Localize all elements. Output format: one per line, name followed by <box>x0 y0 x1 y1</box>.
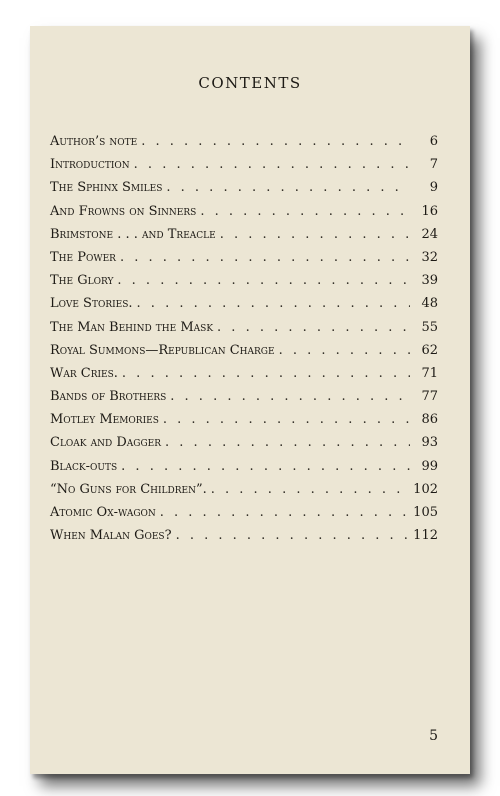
toc-entry-title: Cloak and Dagger <box>50 435 162 451</box>
toc-entry-title: The Man Behind the Mask <box>50 319 214 335</box>
dot-leader <box>163 412 410 427</box>
page-title: CONTENTS <box>198 74 302 92</box>
toc-entry-title: Introduction <box>50 157 130 173</box>
dot-leader <box>117 273 410 288</box>
toc-entry <box>50 412 438 435</box>
toc-entry <box>50 180 438 203</box>
toc-entry-title: Love Stories. <box>50 296 133 312</box>
toc-entry-title: Author’s note <box>50 134 138 149</box>
toc-entry <box>50 227 438 250</box>
toc-entry-page: 39 <box>421 273 438 289</box>
toc-entry-page: 102 <box>413 481 438 497</box>
toc-entry-page: 105 <box>413 505 438 520</box>
toc-entry-title: The Power <box>50 249 116 265</box>
toc-entry-title: The Sphinx Smiles <box>50 180 163 196</box>
toc-entry-title: Brimstone . . . and Treacle <box>50 226 216 242</box>
dot-leader <box>134 157 410 172</box>
toc-entry-page: 24 <box>421 226 438 242</box>
toc-entry <box>50 296 438 319</box>
toc-entry <box>50 343 438 366</box>
toc-entry-title: Bands of Brothers <box>50 389 167 405</box>
toc-entry-title: And Frowns on Sinners <box>50 203 197 219</box>
toc-entry-title: “No Guns for Children”. <box>50 481 207 497</box>
toc-entry-title: When Malan Goes? <box>50 528 172 544</box>
toc-entry-page: 48 <box>421 296 438 312</box>
toc-entry <box>50 250 438 273</box>
dot-leader <box>141 134 410 149</box>
toc-entry <box>50 273 438 296</box>
toc-entry <box>50 482 438 505</box>
dot-leader <box>170 389 410 404</box>
toc-entry-page: 86 <box>421 412 438 428</box>
toc-entry <box>50 366 438 389</box>
dot-leader <box>122 366 410 381</box>
table-of-contents <box>50 134 438 551</box>
toc-entry-page: 6 <box>429 134 438 149</box>
toc-entry <box>50 389 438 412</box>
toc-entry-title: Royal Summons—Republican Charge <box>50 342 275 358</box>
dot-leader <box>176 528 410 543</box>
dot-leader <box>160 505 409 520</box>
toc-entry-page: 32 <box>421 249 438 265</box>
toc-entry-page: 7 <box>429 157 438 173</box>
dot-leader <box>137 296 410 311</box>
dot-leader <box>165 435 410 450</box>
toc-entry-title: Motley Memories <box>50 412 159 428</box>
toc-entry-title: War Cries. <box>50 365 118 381</box>
toc-entry-page: 62 <box>421 342 438 358</box>
dot-leader <box>120 250 410 265</box>
dot-leader <box>166 180 410 195</box>
toc-entry-title: The Glory <box>50 273 114 289</box>
toc-entry-page: 77 <box>421 389 438 405</box>
toc-entry <box>50 204 438 227</box>
toc-entry <box>50 528 438 551</box>
dot-leader <box>121 459 410 474</box>
dot-leader <box>200 204 410 219</box>
page-number: 5 <box>429 728 438 744</box>
dot-leader <box>217 320 410 335</box>
toc-entry-title: Black-outs <box>50 458 118 474</box>
toc-entry-page: 71 <box>421 365 438 381</box>
toc-entry-page: 55 <box>421 319 438 335</box>
toc-entry <box>50 435 438 458</box>
toc-entry-page: 112 <box>413 528 438 544</box>
toc-entry-page: 16 <box>421 203 438 219</box>
toc-entry <box>50 320 438 343</box>
toc-entry <box>50 459 438 482</box>
toc-entry <box>50 157 438 180</box>
toc-entry-title: Atomic Ox-wagon <box>50 505 156 520</box>
toc-entry-page: 99 <box>421 458 438 474</box>
toc-entry <box>50 505 438 528</box>
toc-entry-page: 9 <box>429 180 438 196</box>
dot-leader <box>220 227 410 242</box>
dot-leader <box>279 343 410 358</box>
book-page <box>30 26 470 774</box>
toc-entry-page: 93 <box>421 435 438 451</box>
dot-leader <box>211 482 409 497</box>
toc-entry <box>50 134 438 157</box>
